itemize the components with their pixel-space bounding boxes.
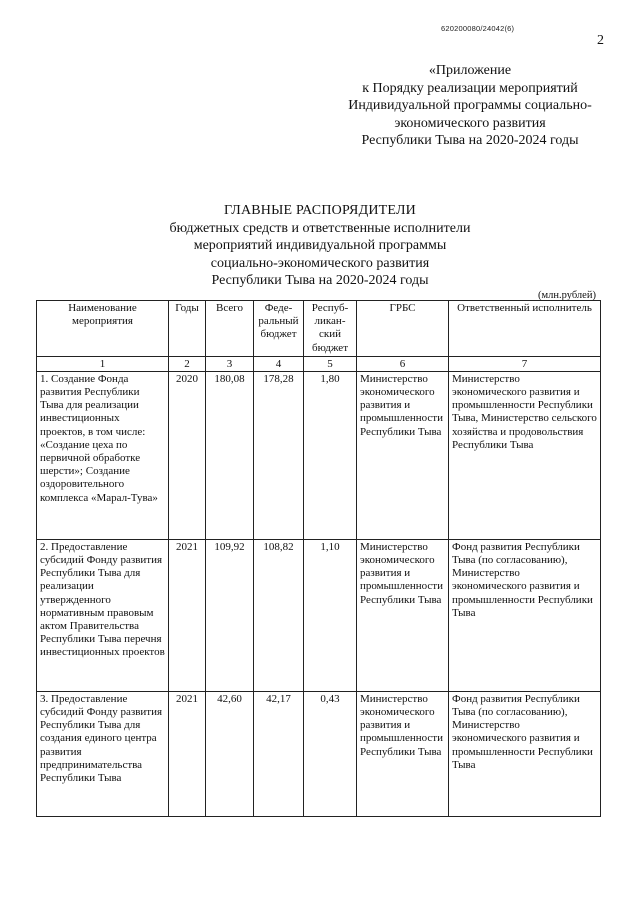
appendix-line: экономического развития — [394, 115, 546, 131]
appendix-line: к Порядку реализации мероприятий — [362, 80, 578, 96]
column-number: 5 — [304, 356, 357, 371]
cell-executor: Фонд развития Республики Тыва (по согласованию), Министерство экономического развития и промышленности Республики Тыва — [449, 539, 601, 691]
heading-line: социально-экономического развития — [210, 255, 430, 271]
header-federal: Феде-ральный бюджет — [254, 301, 304, 357]
table-row — [37, 691, 601, 816]
appendix-line: «Приложение — [428, 63, 512, 78]
cell-name: 1. Создание Фонда развития Республики Тыва для реализации инвестиционных проектов, в том числе: «Создание цеха по первичной обработке шерсти»; Создание оздоровительного комплекса «Марал-Тува» — [37, 371, 169, 539]
cell-executor: Фонд развития Республики Тыва (по согласованию), Министерство экономического развития и промышленности Республики Тыва — [449, 691, 601, 816]
column-number-row — [37, 356, 601, 371]
cell-republic: 1,80 — [304, 371, 357, 539]
heading-line: Республики Тыва на 2020-2024 годы — [211, 273, 429, 288]
column-number: 3 — [206, 356, 254, 371]
cell-federal: 108,82 — [254, 539, 304, 691]
cell-grbs: Министерство экономического развития и промышленности Республики Тыва — [357, 371, 449, 539]
header-executor: Ответственный исполнитель — [449, 301, 601, 357]
units-label: (млн.рублей) — [538, 290, 596, 301]
header-name: Наименование мероприятия — [37, 301, 169, 357]
appendix-line: Республики Тыва на 2020-2024 годы — [361, 133, 579, 148]
cell-federal: 178,28 — [254, 371, 304, 539]
header-total: Всего — [206, 301, 254, 357]
cell-republic: 0,43 — [304, 691, 357, 816]
cell-name: 2. Предоставление субсидий Фонду развития Республики Тыва для реализации утвержденного нормативным правовым актом Правительства Республики Тыва перечня инвестиционных проектов — [37, 539, 169, 691]
cell-grbs: Министерство экономического развития и промышленности Республики Тыва — [357, 691, 449, 816]
column-number: 7 — [449, 356, 601, 371]
column-number: 6 — [357, 356, 449, 371]
document-heading — [120, 202, 520, 290]
appendix-line: Индивидуальной программы социально- — [348, 98, 592, 113]
cell-total: 42,60 — [206, 691, 254, 816]
distributors-table — [36, 300, 601, 817]
header-grbs: ГРБС — [357, 301, 449, 357]
header-years: Годы — [169, 301, 206, 357]
cell-year: 2021 — [169, 539, 206, 691]
table-header-row — [37, 301, 601, 357]
column-number: 2 — [169, 356, 206, 371]
column-number: 4 — [254, 356, 304, 371]
page-number: 2 — [597, 33, 604, 48]
cell-executor: Министерство экономического развития и промышленности Республики Тыва, Министерство сельского хозяйства и продовольствия Республики Тыва — [449, 371, 601, 539]
table-row — [37, 539, 601, 691]
header-republic: Респуб-ликан-ский бюджет — [304, 301, 357, 357]
column-number: 1 — [37, 356, 169, 371]
cell-year: 2021 — [169, 691, 206, 816]
appendix-block — [320, 62, 620, 150]
document-code: 620200080/24042(6) — [441, 24, 515, 33]
heading-line: мероприятий индивидуальной программы — [193, 238, 447, 253]
cell-grbs: Министерство экономического развития и промышленности Республики Тыва — [357, 539, 449, 691]
cell-name: 3. Предоставление субсидий Фонду развития Республики Тыва для создания единого центра развития предпринимательства Республики Тыва — [37, 691, 169, 816]
heading-title: ГЛАВНЫЕ РАСПОРЯДИТЕЛИ — [224, 203, 416, 218]
cell-federal: 42,17 — [254, 691, 304, 816]
cell-total: 109,92 — [206, 539, 254, 691]
heading-line: бюджетных средств и ответственные исполнители — [169, 220, 471, 236]
cell-total: 180,08 — [206, 371, 254, 539]
cell-republic: 1,10 — [304, 539, 357, 691]
cell-year: 2020 — [169, 371, 206, 539]
table-row — [37, 371, 601, 539]
